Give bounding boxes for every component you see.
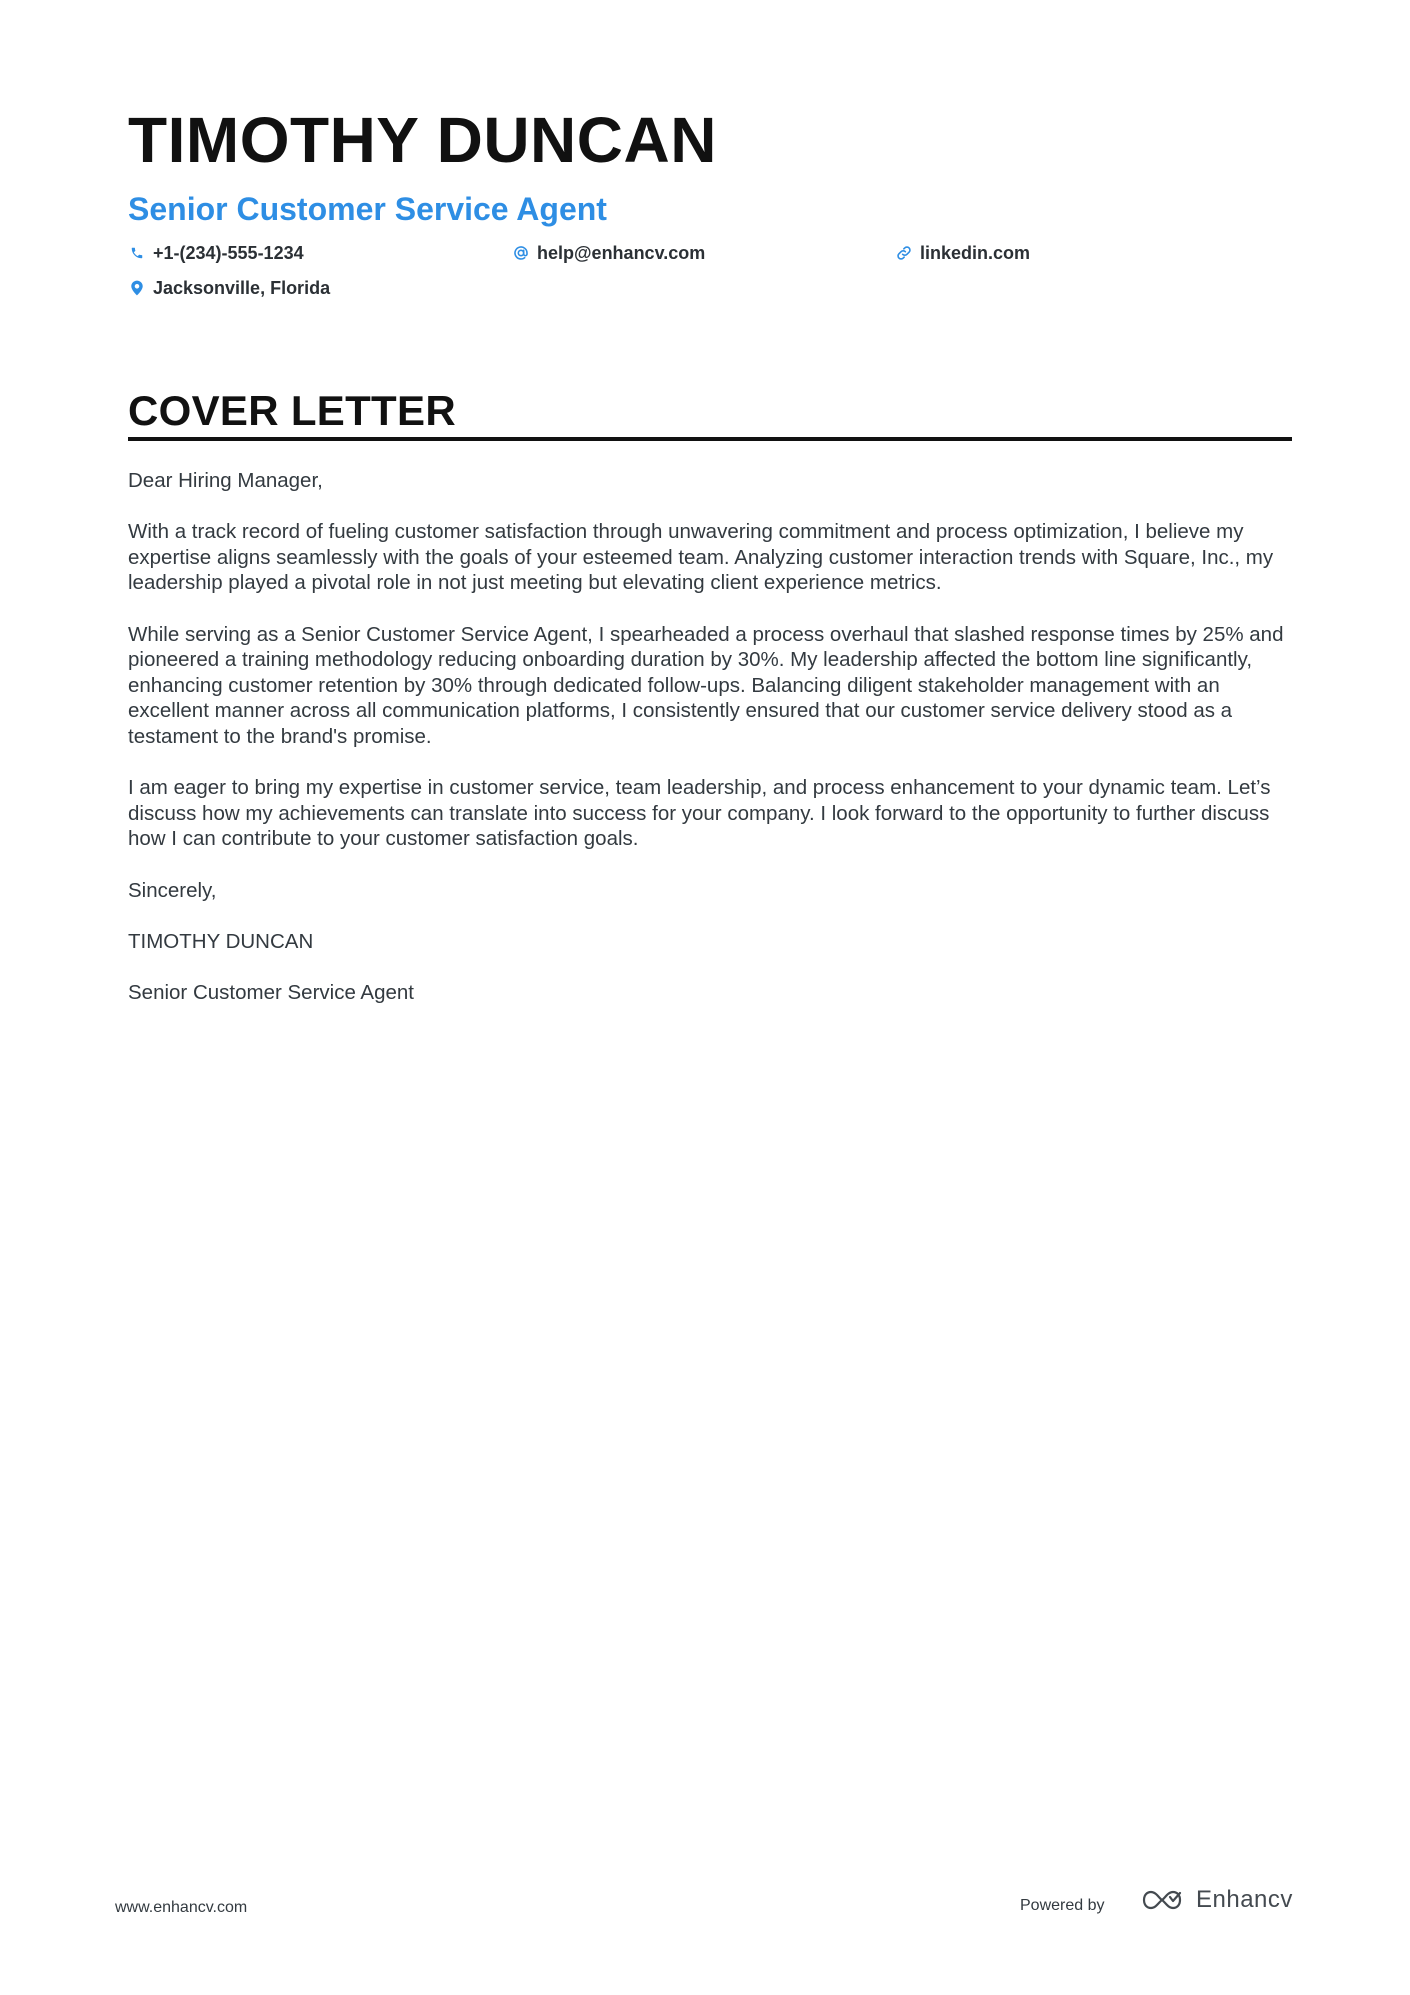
contact-email-text: help@enhancv.com — [537, 243, 706, 263]
section-divider — [128, 437, 1292, 441]
contact-link-text: linkedin.com — [920, 243, 1031, 263]
letter-body — [128, 468, 1292, 1031]
contact-phone — [128, 244, 304, 262]
contact-location — [128, 279, 330, 297]
at-icon — [512, 244, 530, 262]
letter-greeting: Dear Hiring Manager, — [128, 469, 323, 492]
candidate-name: TIMOTHY DUNCAN — [128, 104, 717, 176]
phone-icon — [128, 244, 146, 262]
letter-paragraph: While serving as a Senior Customer Service Agent, I spearheaded a process overhaul that slashed response times by 25% and pioneered a training methodology reducing onboarding duration by 30%. My leadership affected the bottom line significantly, enhancing customer retention by 30% through dedicated follow-ups. Balancing diligent stakeholder management with an excellent manner across all communication platforms, I consistently ensured that our customer service delivery stood as a testament to the brand's promise. — [128, 622, 1284, 748]
letter-paragraph: I am eager to bring my expertise in customer service, team leadership, and process enhancement to your dynamic team. Let’s discuss how my achievements can translate into success for your company. I look forward to the opportunity to further discuss how I can contribute to your customer satisfaction goals. — [128, 776, 1271, 851]
section-heading: COVER LETTER — [128, 387, 456, 434]
contact-link — [895, 244, 1030, 262]
footer-url-link[interactable]: www.enhancv.com — [115, 1899, 248, 1916]
signature-name: TIMOTHY DUNCAN — [128, 929, 314, 953]
contact-location-text: Jacksonville, Florida — [153, 278, 331, 298]
signature-title: Senior Customer Service Agent — [128, 980, 414, 1004]
letter-closing: Sincerely, — [128, 878, 217, 902]
candidate-title: Senior Customer Service Agent — [128, 191, 607, 227]
letter-paragraph: With a track record of fueling customer satisfaction through unwavering commitment and process optimization, I believe my expertise aligns seamlessly with the goals of your esteemed team. Analyzing customer interaction trends with Square, Inc., my leadership played a pivotal role in not just meeting but elevating client experience metrics. — [128, 520, 1274, 595]
contact-phone-text: +1-(234)-555-1234 — [153, 243, 304, 263]
contact-email — [512, 244, 705, 262]
enhancv-logo-icon — [1140, 1888, 1186, 1912]
footer-powered-by: Powered by — [1020, 1897, 1105, 1914]
footer-brand-name: Enhancv — [1196, 1886, 1293, 1913]
link-icon — [895, 244, 913, 262]
footer-brand-logo[interactable] — [1140, 1888, 1293, 1912]
location-pin-icon — [128, 279, 146, 297]
